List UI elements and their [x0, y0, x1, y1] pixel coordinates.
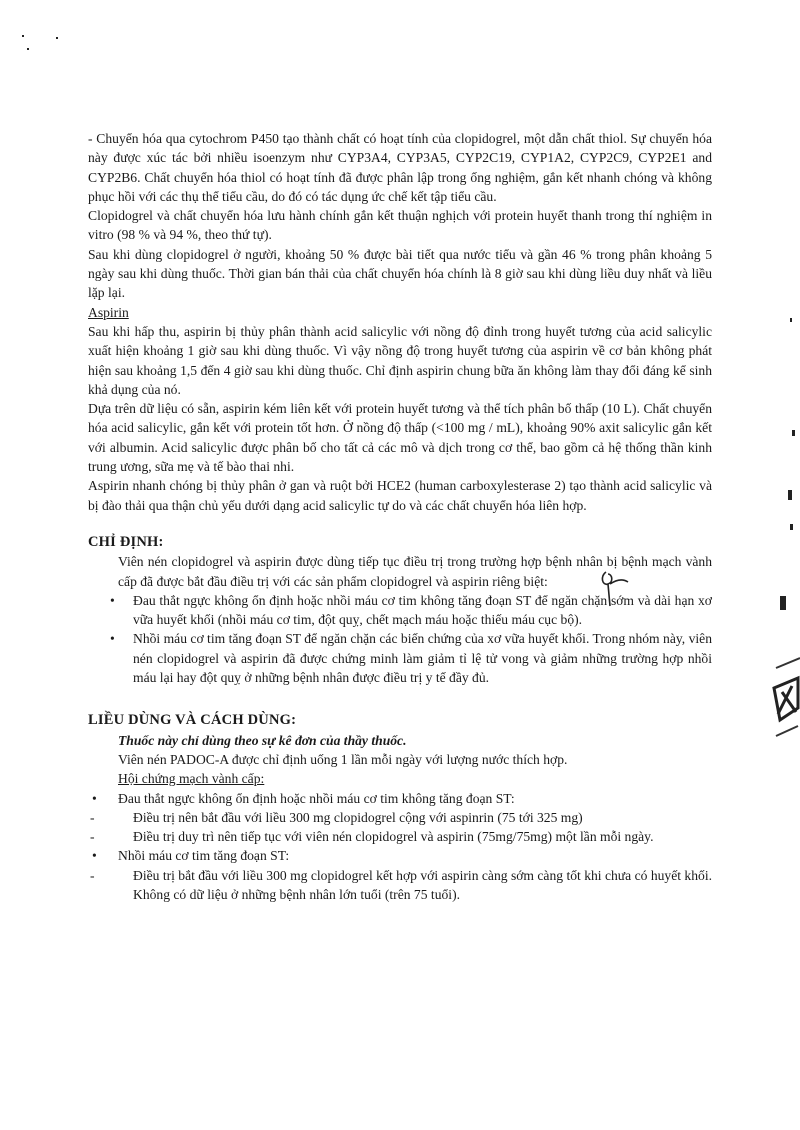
list-item-text: Điều trị nên bắt đầu với liều 300 mg clopidogrel cộng với aspinrin (75 tới 325 mg): [133, 809, 583, 825]
scan-speck: [22, 35, 24, 37]
paragraph-protein-binding: Clopidogrel và chất chuyển hóa lưu hành chính gắn kết thuận nghịch với protein huyết thanh trong thí nghiệm in vitro (98 % và 94 %, theo thứ tự).: [88, 208, 712, 243]
list-item-text: Điều trị bắt đầu với liều 300 mg clopidogrel kết hợp với aspirin càng sớm càng tốt khi chưa có huyết khối. Không có dữ liệu ở những bệnh nhân lớn tuổi (trên 75 tuổi).: [133, 867, 712, 902]
list-item: [88, 789, 712, 808]
paragraph-metabolism-cyp: - Chuyển hóa qua cytochrom P450 tạo thành chất có hoạt tính của clopidogrel, một dẫn chất thiol. Sự chuyển hóa này được xúc tác bởi nhiều isoenzym như CYP3A4, CYP3A5, CYP2C19, CYP1A2, CYP2C9, CYP2E1 and CYP2B6. Chất chuyển hóa thiol có hoạt tính đã được phân lập trong ống nghiệm, gắn kết nhanh chóng và không phục hồi với các thụ thể tiểu cầu, do đó có tác dụng ức chế kết tập tiểu cầu.: [88, 131, 712, 204]
scan-speck: [792, 430, 795, 436]
indications-intro: Viên nén clopidogrel và aspirin được dùng tiếp tục điều trị trong trường hợp bệnh nhân bị bệnh mạch vành cấp đã được bắt đầu điều trị với các sản phẩm clopidogrel và aspirin riêng biệt:: [118, 554, 712, 589]
dosage-dash-list-2: [88, 866, 712, 905]
dosage-intro: Viên nén PADOC-A được chỉ định uống 1 lần mỗi ngày với lượng nước thích hợp.: [118, 751, 568, 767]
document-content: [88, 129, 712, 904]
aspirin-heading: Aspirin: [88, 304, 129, 320]
list-item: [88, 591, 712, 630]
bullet-icon: •: [110, 592, 115, 608]
scan-speck: [788, 490, 792, 500]
list-item-text: Đau thắt ngực không ổn định hoặc nhồi máu cơ tim không tăng đoạn ST:: [118, 790, 515, 806]
list-item-text: Đau thắt ngực không ổn định hoặc nhồi máu cơ tim không tăng đoạn ST để ngăn chặn sớm và dài hạn xơ vữa huyết khối (nhồi máu cơ tim, đột quỵ, chết mạch máu hoặc thiếu máu cục bộ).: [133, 592, 712, 628]
dash-icon: -: [90, 829, 95, 845]
stamp-fragment: [772, 648, 800, 752]
list-item: [88, 827, 712, 846]
bullet-icon: •: [92, 848, 97, 864]
list-item-text: Nhồi máu cơ tim tăng đoạn ST:: [118, 848, 290, 864]
indications-list: [88, 591, 712, 687]
list-item: [88, 629, 712, 687]
list-item: [88, 866, 712, 905]
list-item: [88, 846, 712, 865]
paragraph-excretion: Sau khi dùng clopidogrel ở người, khoảng 50 % được bài tiết qua nước tiểu và gần 46 % trong phân khoảng 5 ngày sau khi dùng thuốc. Thời gian bán thải của chất chuyển hóa chính là 8 giờ sau khi dùng liều duy nhất và liều lặp lại.: [88, 246, 712, 301]
list-item-text: Điều trị duy trì nên tiếp tục với viên nén clopidogrel và aspirin (75mg/75mg) một lần mỗi ngày.: [133, 829, 654, 845]
scan-speck: [790, 524, 793, 530]
dosage-dash-list-1: [88, 808, 712, 847]
dash-icon: -: [90, 809, 95, 825]
dash-icon: -: [90, 867, 95, 883]
scan-speck: [780, 596, 786, 610]
list-item-text: Nhồi máu cơ tim tăng đoạn ST để ngăn chặn các biến chứng của xơ vữa huyết khối. Trong nhóm này, viên nén clopidogrel và aspirin đã được chứng minh làm giảm tỉ lệ tử vong và giảm những trường hợp nhồi máu lại hay đột quỵ ở những bệnh nhân được điều trị y tế đầy đủ.: [133, 631, 712, 686]
paragraph-aspirin-elimination: Aspirin nhanh chóng bị thủy phân ở gan và ruột bởi HCE2 (human carboxylesterase 2) tạo thành acid salicylic và bị đào thải qua thận chủ yếu dưới dạng acid salicylic tự do và các chất chuyển hóa liên hợp.: [88, 478, 712, 513]
list-item: [88, 808, 712, 827]
paragraph-aspirin-distribution: Dựa trên dữ liệu có sẵn, aspirin kém liên kết với protein huyết tương và thể tích phân bố thấp (10 L). Chất chuyển hóa acid salicylic, gắn kết với protein tốt hơn. Ở nồng độ thấp (<100 mg / mL), khoảng 90% axit salicylic gắn kết với albumin. Acid salicylic được phân bố cho tất cả các mô và dịch trong cơ thể, bao gồm cả hệ thống thần kinh trung ương, sữa mẹ và tế bào thai nhi.: [88, 401, 712, 475]
acs-sub-heading: Hội chứng mạch vành cấp:: [118, 771, 265, 787]
section-title-indications: CHỈ ĐỊNH:: [88, 533, 164, 550]
paragraph-aspirin-absorption: Sau khi hấp thu, aspirin bị thủy phân thành acid salicylic với nồng độ đỉnh trong huyết tương của acid salicylic xuất hiện khoảng 1 giờ sau khi dùng thuốc. Vì vậy nồng độ trong huyết tương của aspirin về cơ bản không phát hiện sau khoảng 1,5 đến 4 giờ sau khi dùng thuốc. Chỉ định aspirin chung bữa ăn không làm thay đổi đáng kể sinh khả dụng của nó.: [88, 323, 712, 397]
bullet-icon: •: [110, 631, 115, 647]
scan-speck: [790, 318, 792, 322]
bullet-icon: •: [92, 790, 97, 806]
prescription-note: Thuốc này chỉ dùng theo sự kê đơn của thầy thuốc.: [118, 732, 407, 748]
scan-speck: [27, 48, 29, 50]
section-title-dosage: LIỀU DÙNG VÀ CÁCH DÙNG:: [88, 712, 297, 729]
dosage-bullet-2: [88, 846, 712, 865]
scan-speck: [56, 37, 58, 39]
dosage-bullet-1: [88, 789, 712, 808]
